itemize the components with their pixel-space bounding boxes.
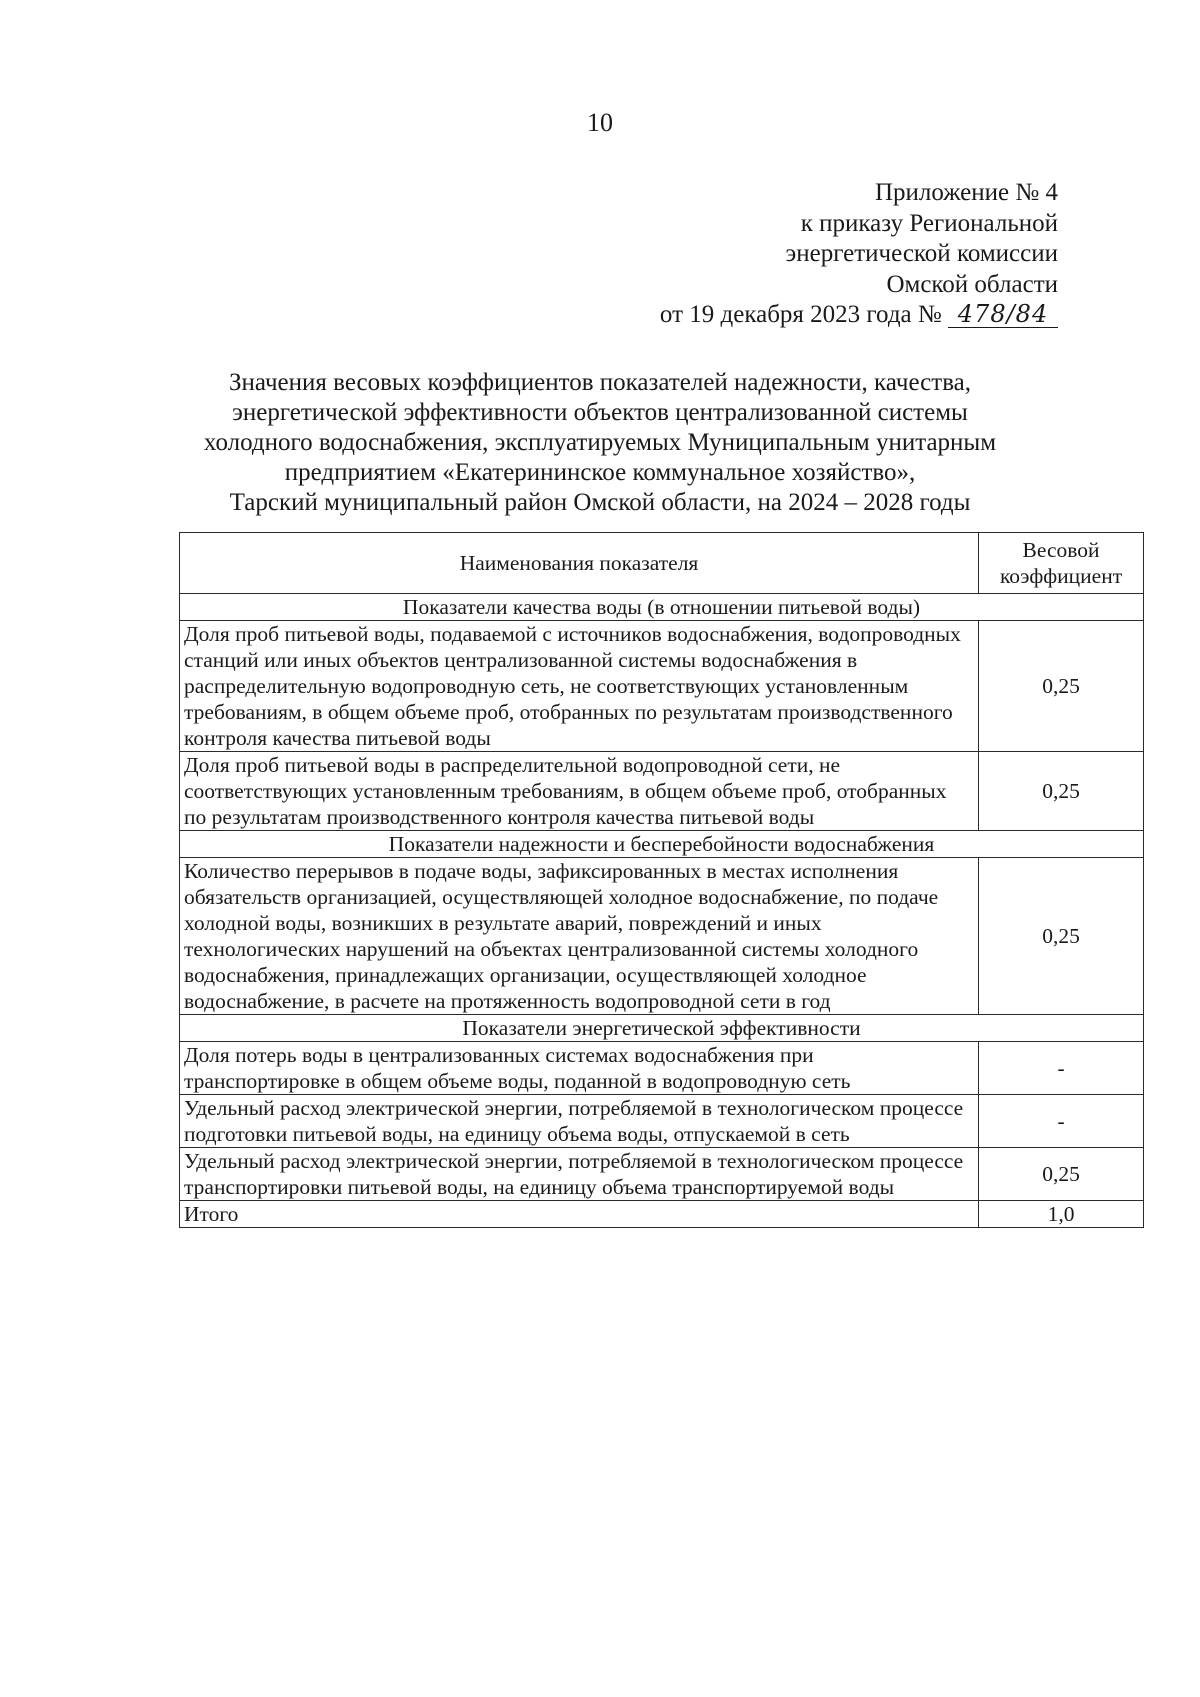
indicator-name: Количество перерывов в подаче воды, зафиксированных в местах исполнения обязательств организацией, осуществляющей холодное водоснабжение, по подаче холодной воды, возникших в результате аварий, повреждений и иных технологических нарушений на объектах централизованной системы холодного водоснабжения, принадлежащих организации, осуществляющей холодное водоснабжение, в расчете на протяженность водопроводной сети в год [180, 858, 979, 1015]
title-line-1: Значения весовых коэффициентов показателей надежности, качества, [228, 369, 972, 396]
indicator-name: Удельный расход электрической энергии, потребляемой в технологическом процессе подготовки питьевой воды, на единицу объема воды, отпускаемой в сеть [180, 1095, 979, 1148]
appendix-line-2: к приказу Региональной [800, 209, 1058, 237]
total-value: 1,0 [979, 1201, 1144, 1228]
indicator-weight: 0,25 [979, 752, 1144, 831]
title-line-4: предприятием «Екатерининское коммунальное хозяйство», [284, 459, 916, 486]
appendix-line-3: энергетической комиссии [785, 240, 1058, 267]
appendix-date-line [660, 300, 1058, 331]
title-line-5: Тарский муниципальный район Омской области, на 2024 – 2028 годы [229, 489, 971, 516]
indicator-name: Доля потерь воды в централизованных системах водоснабжения при транспортировке в общем объеме воды, поданной в водопроводную сеть [180, 1042, 979, 1095]
appendix-block [660, 178, 1058, 331]
section-title: Показатели энергетической эффективности [180, 1015, 1144, 1042]
table-row [180, 1148, 1144, 1201]
section-row-energy-efficiency [180, 1015, 1144, 1042]
indicator-weight: - [979, 1042, 1144, 1095]
title-line-3: холодного водоснабжения, эксплуатируемых Муниципальным унитарным [203, 429, 997, 456]
header-weight: Весовой коэффициент [979, 533, 1144, 594]
section-title: Показатели надежности и бесперебойности водоснабжения [180, 831, 1144, 858]
table-row [180, 858, 1144, 1015]
indicator-name: Удельный расход электрической энергии, потребляемой в технологическом процессе транспортировки питьевой воды, на единицу объема транспортируемой воды [180, 1148, 979, 1201]
indicator-weight: 0,25 [979, 858, 1144, 1015]
header-indicator-name: Наименования показателя [180, 533, 979, 594]
section-row-water-quality [180, 594, 1144, 621]
indicator-weight: 0,25 [979, 1148, 1144, 1201]
table-row [180, 621, 1144, 752]
table-row [180, 1042, 1144, 1095]
weights-table [179, 532, 1144, 1228]
table-row [180, 1095, 1144, 1148]
appendix-date: от 19 декабря 2023 года № [659, 301, 942, 328]
appendix-line-4: Омской области [886, 270, 1058, 298]
indicator-name: Доля проб питьевой воды, подаваемой с источников водоснабжения, водопроводных станций или иных объектов централизованной системы водоснабжения в распределительную водопроводную сеть, не соответствующих установленным требованиям, в общем объеме проб, отобранных по результатам производственного контроля качества питьевой воды [180, 621, 979, 752]
table-header-row [180, 533, 1144, 594]
total-label: Итого [180, 1201, 979, 1228]
indicator-name: Доля проб питьевой воды в распределительной водопроводной сети, не соответствующих установленным требованиям, в общем объеме проб, отобранных по результатам производственного контроля качества питьевой воды [180, 752, 979, 831]
page-number: 10 [587, 108, 613, 137]
table-row [180, 752, 1144, 831]
indicator-weight: 0,25 [979, 621, 1144, 752]
section-row-reliability [180, 831, 1144, 858]
section-title: Показатели качества воды (в отношении питьевой воды) [180, 594, 1144, 621]
appendix-line-1: Приложение № 4 [874, 179, 1058, 206]
total-row [180, 1201, 1144, 1228]
document-title [120, 368, 1080, 518]
indicator-weight: - [979, 1095, 1144, 1148]
order-number-handwritten: 478/84 [948, 301, 1058, 328]
title-line-2: энергетической эффективности объектов централизованной системы [232, 399, 968, 426]
